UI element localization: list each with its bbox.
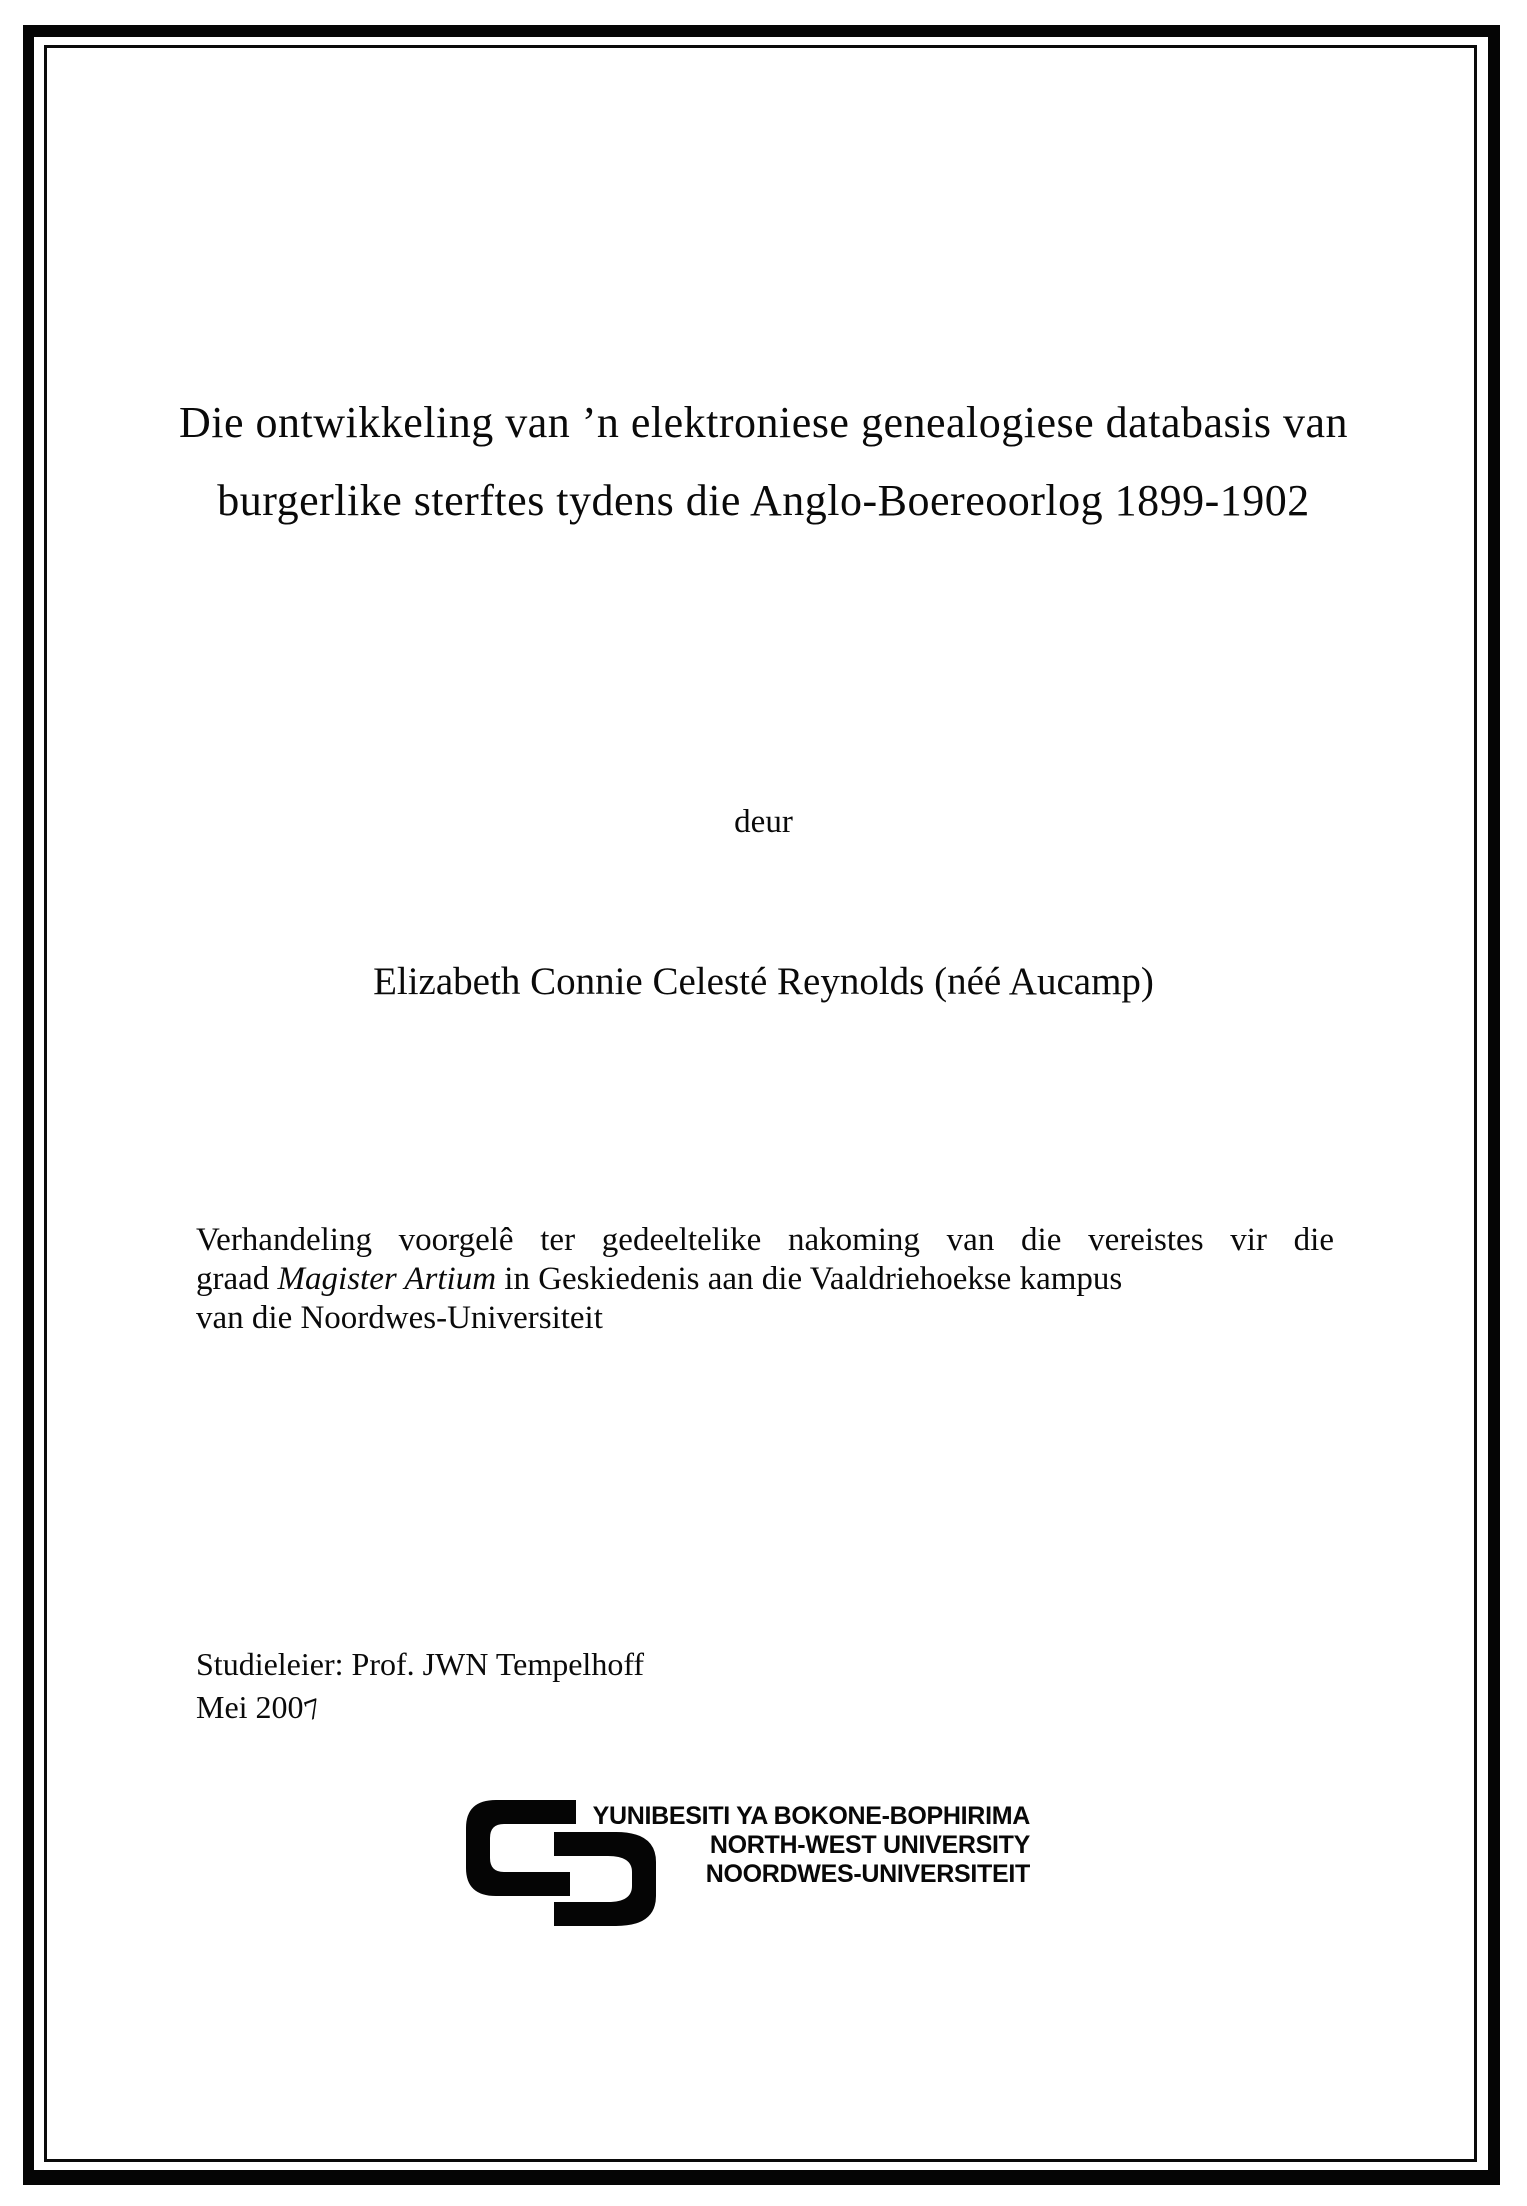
- author-name: Elizabeth Connie Celesté Reynolds (néé Aucamp): [373, 960, 1154, 1003]
- degree-statement-line3: van die Noordwes-Universiteit: [196, 1300, 603, 1336]
- thesis-title-line2: burgerlike sterftes tydens die Anglo-Boereoorlog 1899-1902: [217, 476, 1310, 525]
- thesis-title-line1: Die ontwikkeling van ’n elektroniese genealogiese databasis van: [178, 398, 1348, 447]
- date-line: [196, 1686, 644, 1729]
- university-logo-text: [588, 1802, 1030, 1889]
- degree-statement-line2-post: in Geskiedenis aan die Vaaldriehoekse kampus: [496, 1261, 1123, 1297]
- date-prefix: Mei 200: [196, 1689, 304, 1725]
- logo-text-english: NORTH-WEST UNIVERSITY: [709, 1831, 1030, 1859]
- university-logo: [458, 1798, 1058, 1938]
- logo-text-setswana: YUNIBESITI YA BOKONE-BOPHIRIMA: [592, 1802, 1030, 1830]
- supervisor-line: Studieleier: Prof. JWN Tempelhoff: [196, 1646, 645, 1682]
- supervisor-block: [196, 1643, 644, 1729]
- thesis-title: [90, 384, 1437, 540]
- degree-name-italic: Magister Artium: [277, 1261, 497, 1297]
- degree-statement-line1: Verhandeling voorgelê ter gedeeltelike nakoming van die vereistes vir die: [196, 1222, 1334, 1258]
- byline-deur: deur: [734, 804, 793, 840]
- degree-statement-line2: [196, 1260, 1334, 1299]
- date-last-digit: 7: [299, 1690, 326, 1727]
- degree-statement: [196, 1221, 1334, 1338]
- degree-statement-line2-pre: graad: [196, 1261, 278, 1297]
- logo-text-afrikaans: NOORDWES-UNIVERSITEIT: [705, 1860, 1030, 1888]
